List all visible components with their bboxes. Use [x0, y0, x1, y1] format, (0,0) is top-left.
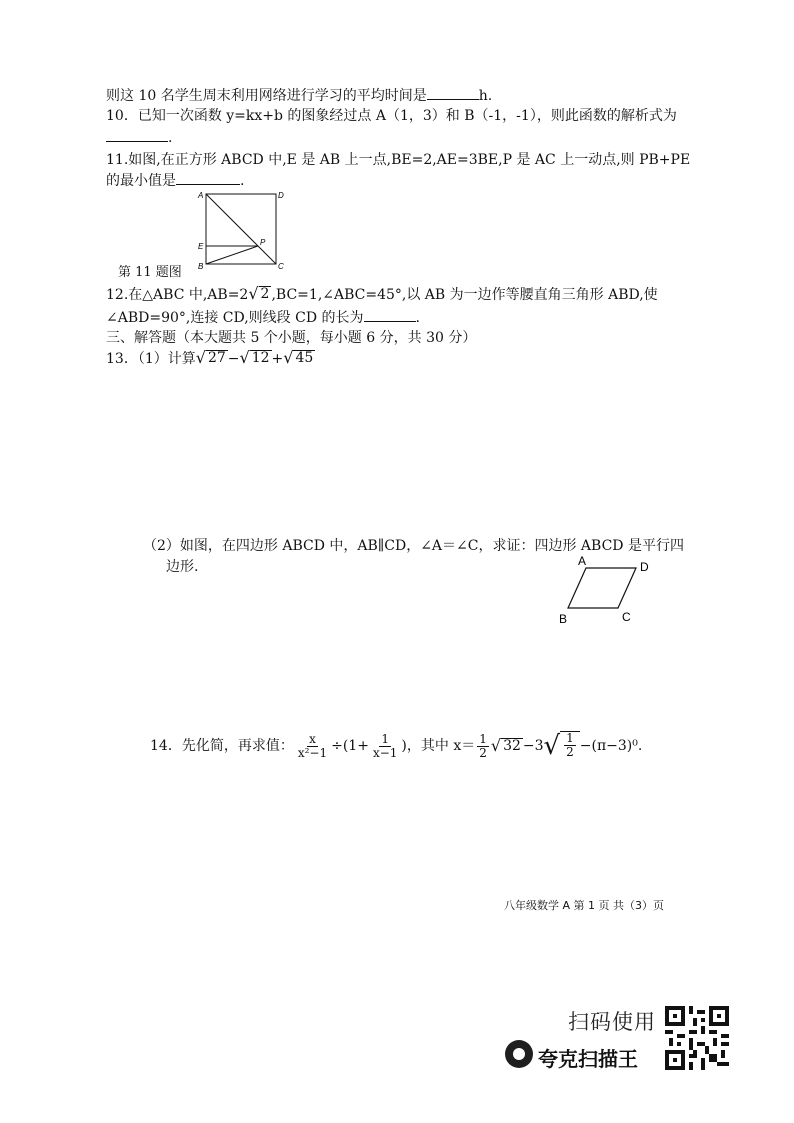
figure-11-caption: 第 11 题图	[118, 265, 182, 280]
para-label-d: D	[640, 560, 649, 574]
qr-code[interactable]	[665, 1006, 729, 1070]
q9-unit: h.	[478, 88, 493, 104]
section-3-heading: 三、解答题（本大题共 5 个小题，每小题 6 分，共 30 分）	[106, 330, 477, 346]
answer-blank-q9[interactable]	[427, 86, 479, 100]
figure-parallelogram	[556, 553, 656, 629]
label-e: E	[198, 242, 204, 251]
question-10-line2	[106, 128, 172, 147]
brand-scan-label: 扫码使用	[568, 1010, 656, 1034]
question-13-part1	[106, 350, 315, 368]
sqrt-45: √ 45	[283, 348, 314, 367]
sqrt-27: √ 27	[195, 348, 226, 367]
para-label-b: B	[559, 612, 568, 626]
question-10-line1: 10．已知一次函数 y=kx+b 的图象经过点 A（1，3）和 B（-1，-1），则此函数的解析式为	[106, 108, 677, 124]
q14-divide: ÷(1+	[331, 738, 369, 754]
figure-q11-square	[194, 188, 290, 272]
para-label-c: C	[622, 610, 631, 624]
q12-text-b: ,BC=1,∠ABC=45°,以 AB 为一边作等腰直角三角形 ABD,使	[271, 287, 658, 303]
q13-minus: −	[227, 351, 240, 367]
q11-prompt: 的最小值是	[106, 173, 176, 189]
page-footer: 八年级数学 A 第 1 页 共（3）页	[504, 899, 665, 912]
question-12-line2	[106, 308, 420, 327]
sqrt-2: √ 2	[248, 284, 270, 303]
brand-name: 夸克扫描王	[538, 1047, 638, 1071]
fraction-one-half-a: $\frac{1}{2}$	[479, 731, 487, 760]
fraction-1-over-x-1: $\frac{1}{x-1}$	[372, 731, 398, 760]
q14-prefix: 14．先化简，再求值：	[150, 738, 294, 754]
answer-blank-q10[interactable]	[106, 128, 168, 142]
label-d: D	[278, 191, 284, 200]
question-9-tail	[106, 86, 492, 105]
brand-logo	[505, 1040, 533, 1068]
q12-text-a: 12.在△ABC 中,AB=2	[106, 287, 249, 303]
parallelogram-abcd	[568, 568, 636, 608]
sqrt-one-half: √ $\frac{1}{2}$	[544, 731, 580, 761]
segment-bp	[206, 246, 258, 264]
q14-tail: −(π−3)⁰.	[579, 738, 643, 754]
fraction-x-over-x2-1: $\frac{x}{\text{x²−1}}$	[297, 731, 328, 760]
question-11-line1: 11.如图,在正方形 ABCD 中,E 是 AB 上一点,BE=2,AE=3BE,P 是 AC 上一动点,则 PB+PE	[106, 152, 691, 168]
q10-period: .	[168, 130, 173, 146]
q14-minus-3: −3	[522, 738, 544, 754]
label-b: B	[198, 262, 204, 271]
para-label-a: A	[578, 554, 587, 568]
question-13-part2-line1: （2）如图，在四边形 ABCD 中，AB∥CD，∠A＝∠C，求证：四边形 ABCD 是平行四	[143, 538, 684, 554]
q13-prefix: 13．（1）计算	[106, 351, 196, 367]
q13-plus: +	[271, 351, 284, 367]
question-14	[150, 730, 642, 762]
answer-blank-q12[interactable]	[364, 308, 416, 322]
label-p: P	[260, 238, 266, 247]
q14-where: )，其中 x＝	[401, 738, 476, 754]
q11-period: .	[240, 173, 245, 189]
question-12-line1	[106, 286, 658, 304]
diagonal-ac	[206, 194, 276, 264]
q12-period: .	[415, 310, 420, 326]
label-c: C	[278, 262, 284, 271]
sqrt-32: √ 32	[490, 736, 521, 755]
fraction-one-half-b: $\frac{1}{2}$	[566, 731, 574, 759]
answer-blank-q11[interactable]	[176, 171, 240, 185]
question-13-part2-line2: 边形.	[166, 559, 199, 575]
q12-prompt: ∠ABD=90°,连接 CD,则线段 CD 的长为	[106, 310, 364, 326]
label-a: A	[198, 191, 204, 200]
sqrt-12: √ 12	[239, 348, 270, 367]
q9-text: 则这 10 名学生周末利用网络进行学习的平均时间是	[106, 88, 427, 104]
